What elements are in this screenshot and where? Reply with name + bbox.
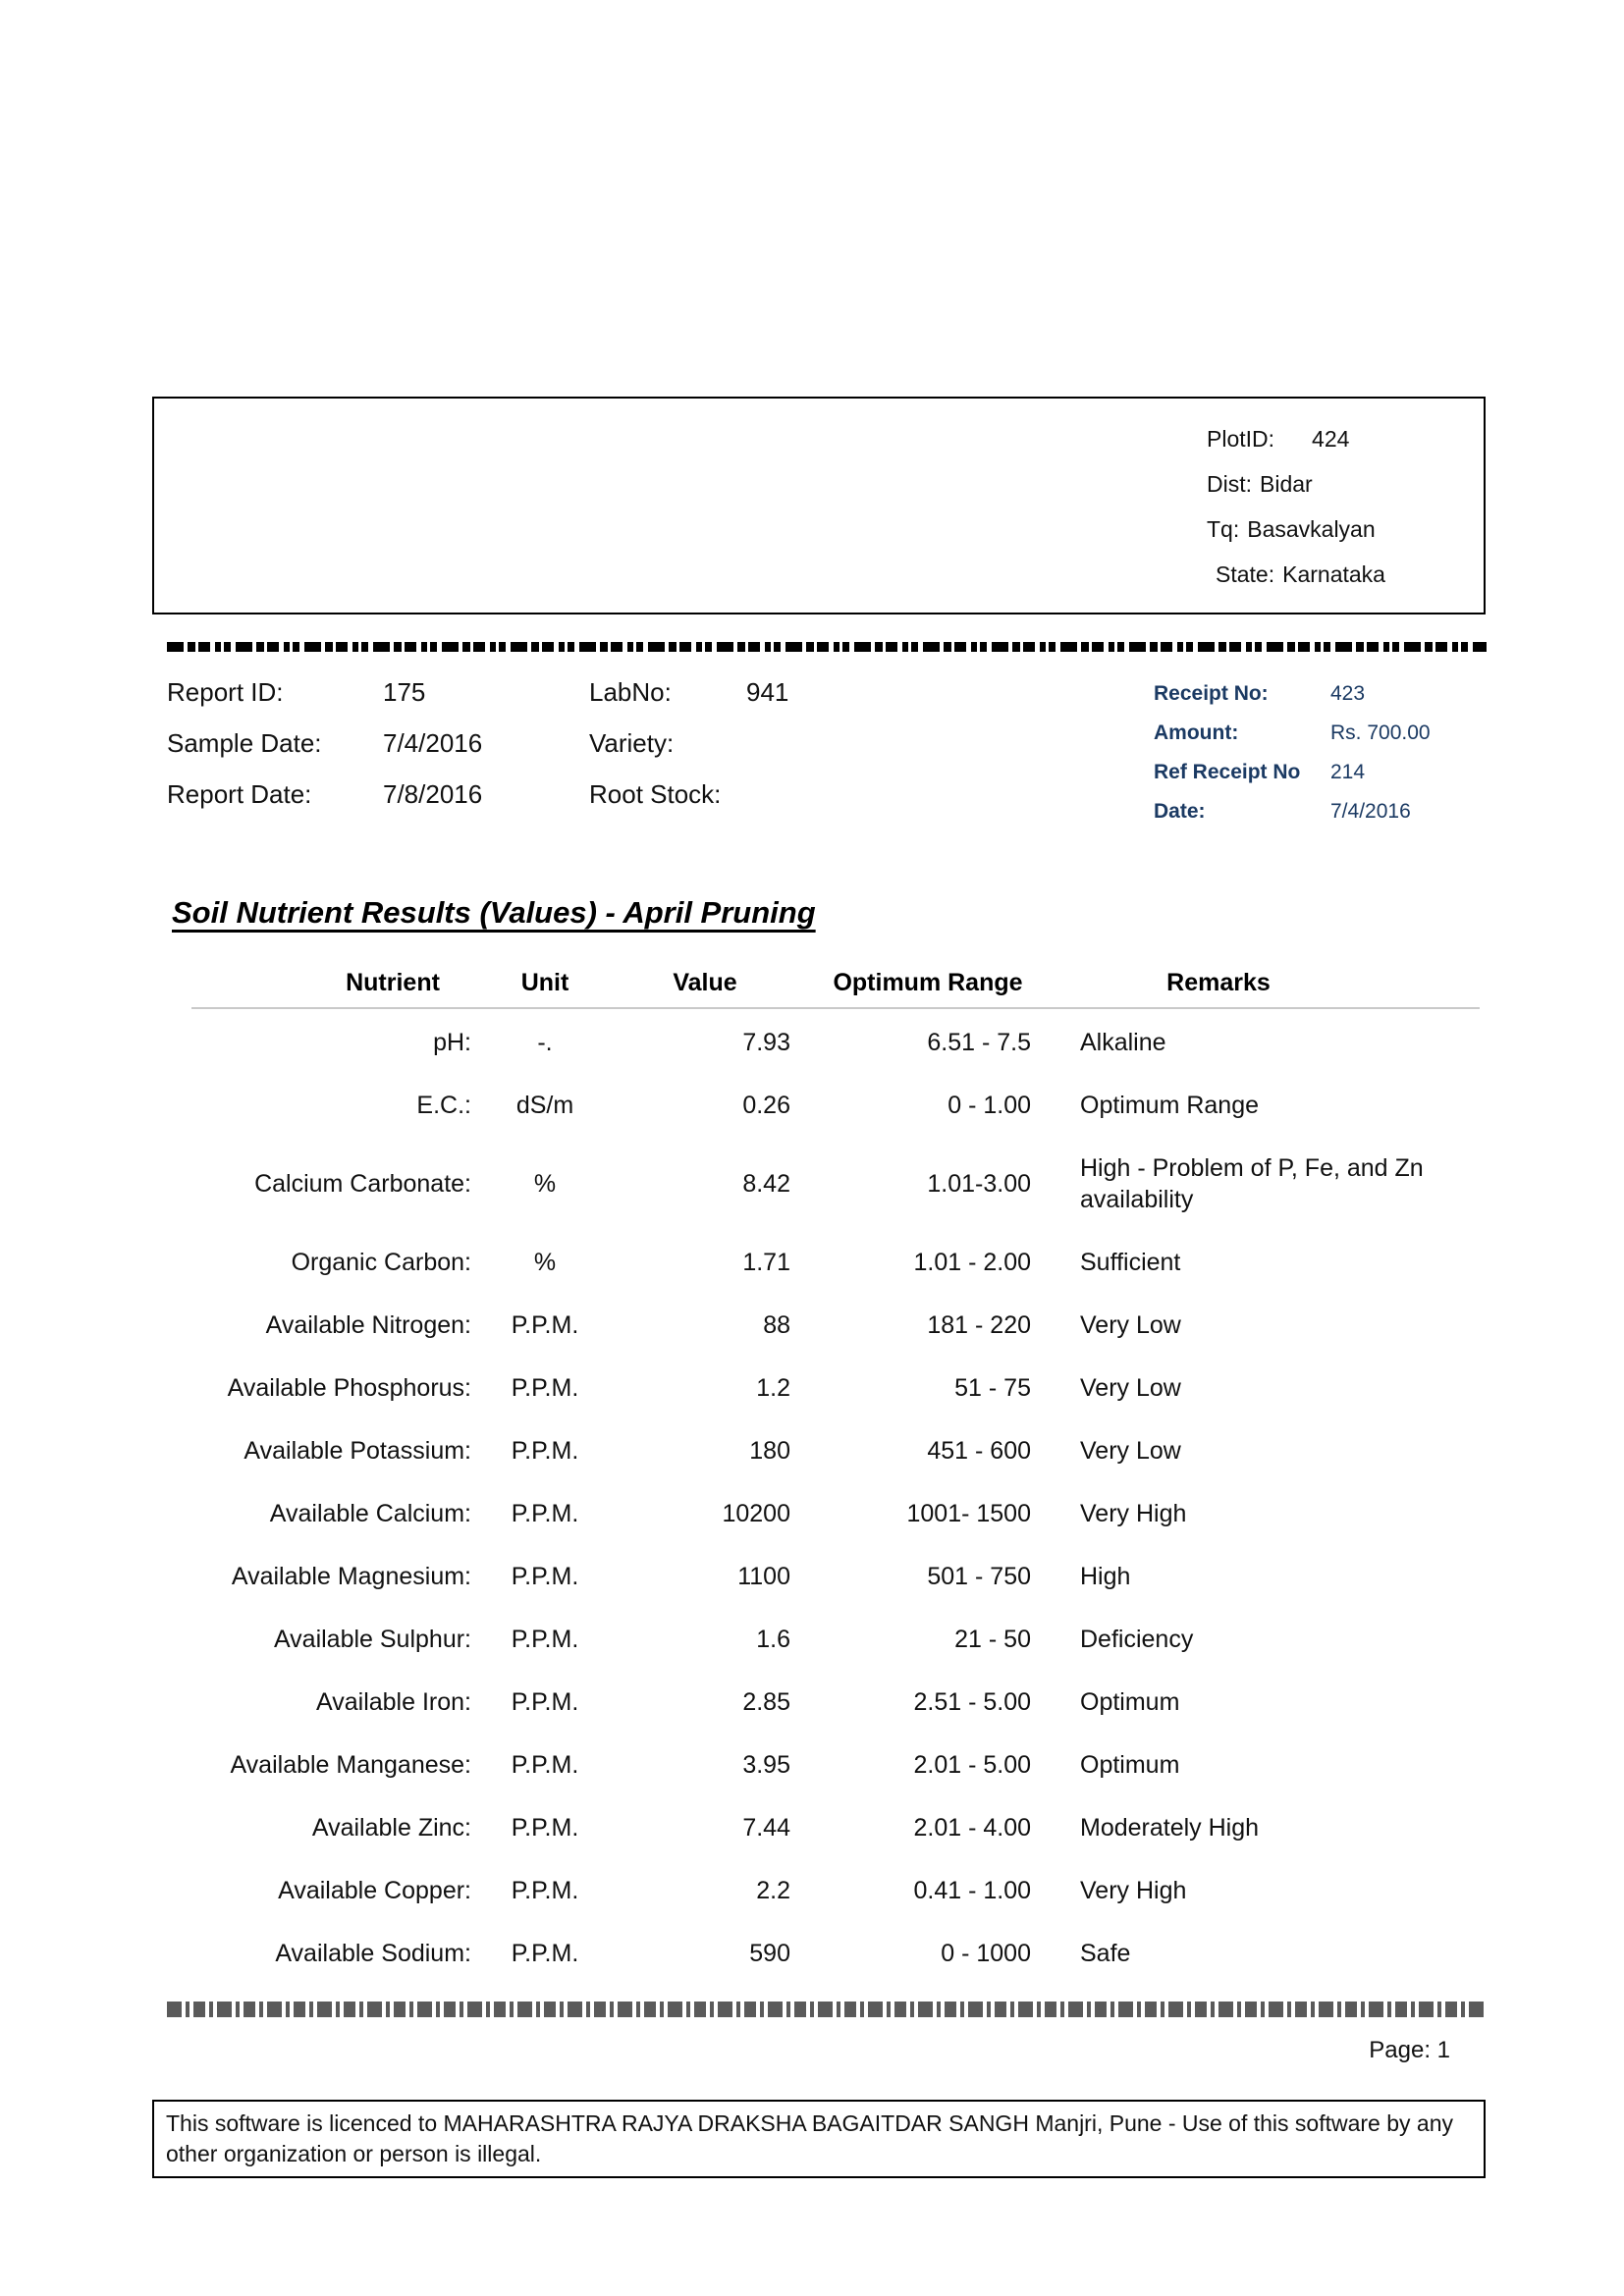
taluka-line <box>1207 516 1385 542</box>
cell-unit: P.P.M. <box>511 1374 579 1402</box>
taluka-label: Tq: <box>1207 516 1240 542</box>
taluka-value: Basavkalyan <box>1247 516 1376 542</box>
amount-value: Rs. 700.00 <box>1330 721 1431 744</box>
cell-remark: Optimum <box>1080 1688 1180 1716</box>
dashed-separator-bottom <box>167 2002 1487 2017</box>
cell-nutrient: Calcium Carbonate: <box>254 1170 471 1198</box>
table-row <box>167 1435 1502 1467</box>
plot-id-value: 424 <box>1312 426 1350 452</box>
cell-value: 180 <box>749 1437 790 1465</box>
cell-remark: Optimum <box>1080 1751 1180 1779</box>
ref-receipt-label: Ref Receipt No <box>1154 761 1301 783</box>
cell-optimum-range: 2.51 - 5.00 <box>913 1688 1031 1716</box>
cell-remark: Sufficient <box>1080 1249 1181 1276</box>
cell-value: 590 <box>749 1940 790 1967</box>
cell-unit: -. <box>537 1029 553 1056</box>
cell-remark: High - Problem of P, Fe, and Zn availability <box>1080 1154 1424 1213</box>
cell-optimum-range: 451 - 600 <box>927 1437 1031 1465</box>
cell-optimum-range: 21 - 50 <box>954 1626 1031 1653</box>
table-row <box>167 1624 1502 1655</box>
table-row <box>167 1372 1502 1404</box>
plot-info-lines <box>1207 426 1385 607</box>
cell-unit: P.P.M. <box>511 1814 579 1842</box>
cell-value: 2.2 <box>756 1877 790 1904</box>
cell-value: 8.42 <box>742 1170 790 1198</box>
cell-value: 7.93 <box>742 1029 790 1056</box>
cell-nutrient: Available Potassium: <box>244 1437 471 1465</box>
lab-no-value: 941 <box>746 677 789 707</box>
root-stock-label: Root Stock: <box>589 779 722 809</box>
cell-nutrient: Available Zinc: <box>311 1814 471 1842</box>
cell-optimum-range: 2.01 - 5.00 <box>913 1751 1031 1779</box>
cell-remark: Very High <box>1080 1877 1187 1904</box>
cell-optimum-range: 6.51 - 7.5 <box>927 1029 1031 1056</box>
table-row <box>167 1090 1502 1121</box>
cell-remark: Very Low <box>1080 1374 1181 1402</box>
license-text: This software is licenced to MAHARASHTRA RAJYA DRAKSHA BAGAITDAR SANGH Manjri, Pune - Use of this software by any other organization or person is illegal. <box>166 2110 1453 2166</box>
state-label: State: <box>1216 561 1275 587</box>
sample-date-value: 7/4/2016 <box>383 728 483 758</box>
table-row <box>167 1875 1502 1906</box>
cell-unit: P.P.M. <box>511 1563 579 1590</box>
table-row <box>167 1152 1502 1215</box>
nutrient-table-header <box>0 967 1624 998</box>
cell-optimum-range: 2.01 - 4.00 <box>913 1814 1031 1842</box>
cell-unit: P.P.M. <box>511 1877 579 1904</box>
cell-unit: P.P.M. <box>511 1500 579 1527</box>
header-remarks: Remarks <box>1166 969 1271 996</box>
nutrient-table-body <box>167 1027 1502 2001</box>
ref-receipt-value: 214 <box>1330 761 1366 783</box>
table-row <box>167 1309 1502 1341</box>
cell-optimum-range: 501 - 750 <box>927 1563 1031 1590</box>
report-meta <box>167 677 788 830</box>
cell-remark: Very Low <box>1080 1437 1181 1465</box>
section-title: Soil Nutrient Results (Values) - April Pruning <box>172 895 816 930</box>
dashed-separator-top <box>167 642 1487 652</box>
header-rule <box>191 1007 1480 1009</box>
receipt-no-value: 423 <box>1330 682 1366 705</box>
cell-optimum-range: 1001- 1500 <box>906 1500 1031 1527</box>
cell-remark: Optimum Range <box>1080 1092 1260 1119</box>
header-value: Value <box>673 969 737 996</box>
cell-optimum-range: 1.01 - 2.00 <box>913 1249 1031 1276</box>
receipt-date-value: 7/4/2016 <box>1330 800 1411 823</box>
report-id-label: Report ID: <box>167 677 284 707</box>
cell-value: 88 <box>763 1311 790 1339</box>
receipt-date-row <box>1154 800 1431 824</box>
state-value: Karnataka <box>1282 561 1385 587</box>
cell-nutrient: Available Manganese: <box>230 1751 471 1779</box>
table-row <box>167 1749 1502 1781</box>
table-row <box>167 1561 1502 1592</box>
cell-remark: Safe <box>1080 1940 1131 1967</box>
cell-nutrient: Available Sodium: <box>275 1940 471 1967</box>
header-nutrient: Nutrient <box>346 969 440 996</box>
table-row <box>167 1027 1502 1058</box>
cell-value: 1.6 <box>756 1626 790 1653</box>
cell-remark: Alkaline <box>1080 1029 1166 1056</box>
amount-label: Amount: <box>1154 721 1239 744</box>
plot-id-label: PlotID: <box>1207 426 1275 452</box>
cell-value: 7.44 <box>742 1814 790 1842</box>
cell-nutrient: Available Copper: <box>278 1877 471 1904</box>
cell-nutrient: pH: <box>433 1029 471 1056</box>
cell-unit: P.P.M. <box>511 1311 579 1339</box>
cell-nutrient: Available Sulphur: <box>273 1626 471 1653</box>
cell-unit: P.P.M. <box>511 1751 579 1779</box>
cell-remark: Very Low <box>1080 1311 1181 1339</box>
district-label: Dist: <box>1207 471 1252 497</box>
cell-nutrient: E.C.: <box>416 1092 471 1119</box>
cell-value: 1.71 <box>742 1249 790 1276</box>
district-value: Bidar <box>1260 471 1313 497</box>
cell-unit: P.P.M. <box>511 1626 579 1653</box>
report-id-row <box>167 677 788 707</box>
cell-unit: P.P.M. <box>511 1688 579 1716</box>
report-id-value: 175 <box>383 677 426 707</box>
sample-date-row <box>167 728 788 758</box>
report-date-value: 7/8/2016 <box>383 779 483 809</box>
cell-nutrient: Organic Carbon: <box>291 1249 471 1276</box>
cell-optimum-range: 181 - 220 <box>927 1311 1031 1339</box>
cell-remark: High <box>1080 1563 1131 1590</box>
header-optimum-range: Optimum Range <box>833 969 1023 996</box>
ref-receipt-row <box>1154 761 1431 784</box>
cell-nutrient: Available Nitrogen: <box>265 1311 471 1339</box>
lab-no-label: LabNo: <box>589 677 672 707</box>
page-number: Page: 1 <box>1369 2037 1450 2063</box>
cell-remark: Deficiency <box>1080 1626 1194 1653</box>
plot-id-line <box>1207 426 1385 452</box>
license-box <box>152 2100 1486 2178</box>
table-row <box>167 1938 1502 1969</box>
report-date-row <box>167 779 788 809</box>
cell-value: 1100 <box>737 1563 790 1590</box>
cell-nutrient: Available Calcium: <box>269 1500 471 1527</box>
cell-optimum-range: 0.41 - 1.00 <box>913 1877 1031 1904</box>
cell-nutrient: Available Phosphorus: <box>227 1374 471 1402</box>
cell-value: 2.85 <box>742 1688 790 1716</box>
plot-info-box <box>152 397 1486 614</box>
cell-value: 0.26 <box>742 1092 790 1119</box>
header-unit: Unit <box>520 969 569 996</box>
variety-label: Variety: <box>589 728 675 758</box>
table-row <box>167 1498 1502 1529</box>
table-row <box>167 1247 1502 1278</box>
amount-row <box>1154 721 1431 745</box>
cell-unit: P.P.M. <box>511 1437 579 1465</box>
cell-remark: Very High <box>1080 1500 1187 1527</box>
cell-nutrient: Available Magnesium: <box>231 1563 471 1590</box>
cell-unit: dS/m <box>515 1092 574 1119</box>
cell-value: 10200 <box>722 1500 790 1527</box>
table-row <box>167 1812 1502 1843</box>
cell-optimum-range: 51 - 75 <box>954 1374 1031 1402</box>
cell-value: 1.2 <box>756 1374 790 1402</box>
receipt-date-label: Date: <box>1154 800 1206 823</box>
report-date-label: Report Date: <box>167 779 312 809</box>
cell-unit: P.P.M. <box>511 1940 579 1967</box>
receipt-no-label: Receipt No: <box>1154 682 1269 705</box>
cell-value: 3.95 <box>742 1751 790 1779</box>
state-line <box>1216 561 1385 587</box>
cell-nutrient: Available Iron: <box>316 1688 471 1716</box>
cell-optimum-range: 1.01-3.00 <box>927 1170 1031 1198</box>
cell-optimum-range: 0 - 1.00 <box>947 1092 1031 1119</box>
cell-unit: % <box>533 1170 557 1198</box>
cell-optimum-range: 0 - 1000 <box>941 1940 1031 1967</box>
sample-date-label: Sample Date: <box>167 728 322 758</box>
receipt-block <box>1154 682 1431 839</box>
cell-unit: % <box>533 1249 557 1276</box>
cell-remark: Moderately High <box>1080 1814 1260 1842</box>
district-line <box>1207 471 1385 497</box>
receipt-no-row <box>1154 682 1431 706</box>
table-row <box>167 1686 1502 1718</box>
